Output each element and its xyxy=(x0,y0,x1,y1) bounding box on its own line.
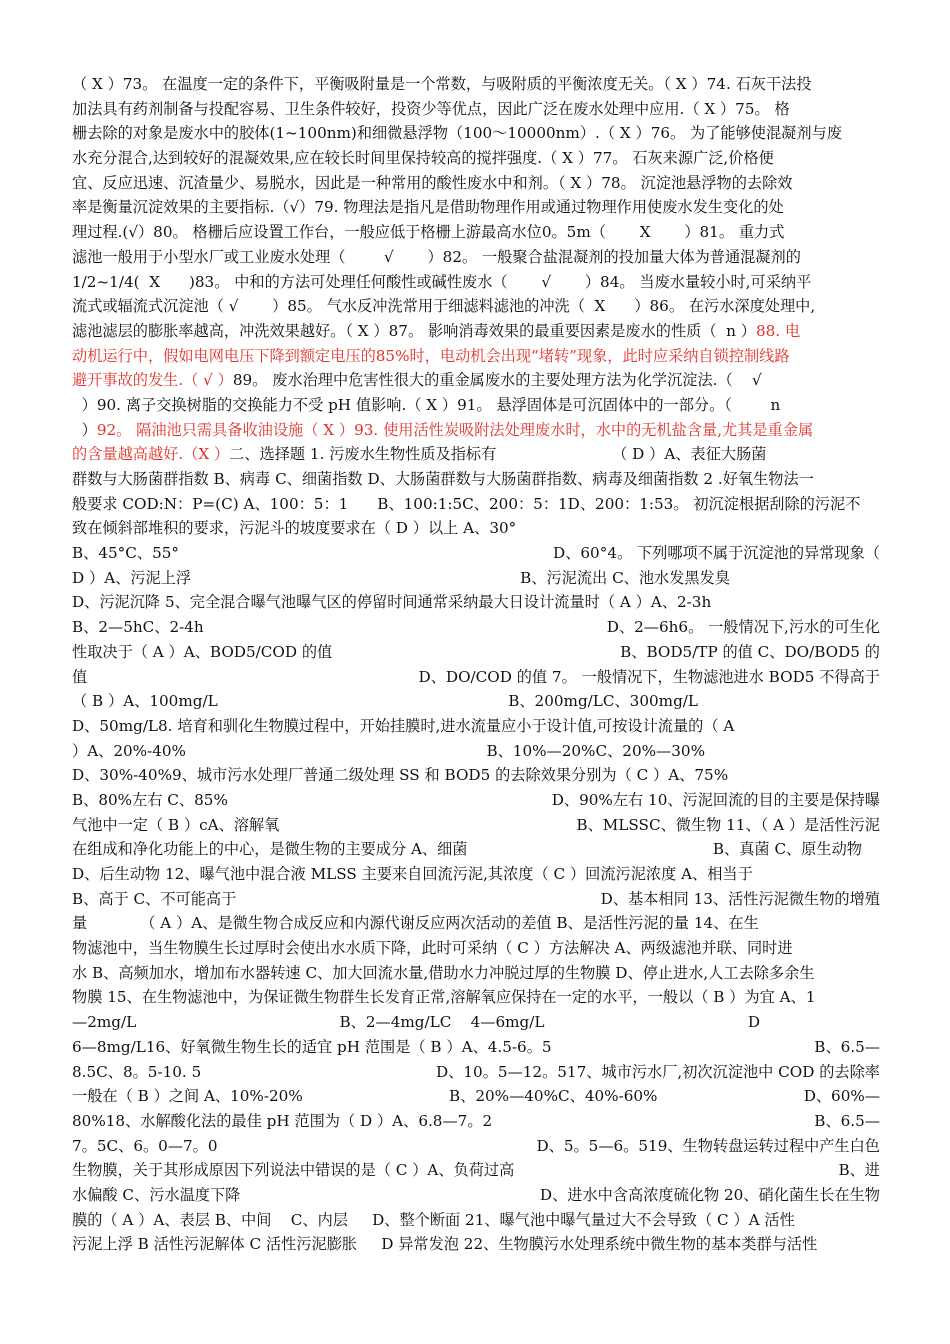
text-segment: 般要求 COD:N：P=(C) A、100：5：1 B、100:1:5C、200：5：1D、200：1:53。 初沉淀根据刮除的污泥不 xyxy=(72,494,861,513)
text-segment: D、10。5—12。517、城市污水厂,初次沉淀池中 COD 的去除率 xyxy=(436,1062,880,1081)
text-segment: （ X ）73。 在温度一定的条件下，平衡吸附量是一个常数，与吸附质的平衡浓度无关。（ X ）74. 石灰干法投 xyxy=(72,75,812,93)
text-segment: D、污泥沉降 5、完全混合曝气池曝气区的停留时间通常采纳最大日设计流量时（ A ）A、2-3h xyxy=(72,593,712,612)
text-segment: 水充分混合,达到较好的混凝效果,应在较长时间里保持较高的搅拌强度.（ X ）77。 石灰来源广泛,价格便 xyxy=(72,149,774,168)
text-segment: 生物膜，关于其形成原因下列说法中错误的是（ C ）A、负荷过高 xyxy=(72,1161,515,1180)
text-segment: 水 B、高频加水，增加布水器转速 C、加大回流水量,借助水力冲脱过厚的生物膜 D、停止进水,人工去除多余生 xyxy=(72,963,815,982)
text-line xyxy=(72,146,880,171)
text-segment: D ）A、污泥上浮 xyxy=(72,568,192,587)
text-line xyxy=(72,270,880,295)
text-segment: 滤池滤层的膨胀率越高，冲洗效果越好。（ X ）87。 影响消毒效果的最重要因素是废水的性质（ n ） xyxy=(72,321,756,340)
text-line xyxy=(72,640,880,665)
text-segment: B、2—4mg/LC 4—6mg/L xyxy=(339,1013,545,1032)
text-segment: D、5。5—6。519、生物转盘运转过程中产生白色 xyxy=(536,1136,880,1155)
text-segment: B、80%左右 C、85% xyxy=(72,790,228,809)
text-line xyxy=(72,220,880,245)
text-segment: 8.5C、8。5-10. 5 xyxy=(72,1062,202,1081)
text-line xyxy=(72,72,880,97)
text-segment: D、50mg/L8. 培育和驯化生物膜过程中，开始挂膜时,进水流量应小于设计值,可按设计流量的（ A xyxy=(72,716,735,735)
text-line xyxy=(72,566,880,591)
text-segment: D、60%— xyxy=(803,1087,880,1106)
text-segment: B、进 xyxy=(838,1161,880,1180)
text-segment: B、BOD5/TP 的值 C、DO/BOD5 的 xyxy=(620,642,880,661)
text-line xyxy=(72,1183,880,1208)
text-segment: 污泥上浮 B 活性污泥解体 C 活性污泥膨胀 D 异常发泡 22、生物膜污水处理系统中微生物的基本类群与活性 xyxy=(72,1235,818,1254)
text-line xyxy=(72,418,880,443)
text-line xyxy=(72,1208,880,1233)
text-line xyxy=(72,1010,880,1035)
highlighted-text: 92。 隔油池只需具备收油设施（ X ）93. 使用活性炭吸附法处理废水时，水中的无机盐含量,尤其是重金属 xyxy=(96,420,814,439)
text-segment: D、后生动物 12、曝气池中混合液 MLSS 主要来自回流污泥,其浓度（ C ）回流污泥浓度 A、相当于 xyxy=(72,865,753,883)
text-segment: 7。5C、6。0—7。0 xyxy=(72,1136,218,1155)
text-line xyxy=(72,195,880,220)
text-line xyxy=(72,516,880,541)
text-segment: 在组成和净化功能上的中心，是微生物的主要成分 A、细菌 xyxy=(72,840,468,859)
text-segment: 物滤池中，当生物膜生长过厚时会使出水水质下降，此时可采纳（ C ）方法解决 A、两级滤池并联、同时进 xyxy=(72,939,793,958)
text-segment: 80%18、水解酸化法的最佳 pH 范围为（ D ）A、6.8—7。2 xyxy=(72,1111,493,1130)
text-segment: 流式或辐流式沉淀池（ √ ）85。 气水反冲洗常用于细滤料滤池的冲洗（ X ）86。 在污水深度处理中, xyxy=(72,297,816,316)
text-segment: B、45°C、55° xyxy=(72,544,179,563)
text-segment: 气池中一定（ B ）cA、溶解氧 xyxy=(72,815,280,834)
text-segment: B、2—5hC、2-4h xyxy=(72,618,204,637)
text-segment: D xyxy=(747,1013,760,1032)
text-line xyxy=(72,590,880,615)
text-segment: B、MLSSC、微生物 11、（ A ）是活性污泥 xyxy=(576,815,880,834)
text-line xyxy=(72,171,880,196)
highlighted-text: 动机运行中，假如电网电压下降到额定电压的85%时，电动机会出现“堵转”现象，此时应采纳自锁控制线路 xyxy=(72,346,790,365)
text-line xyxy=(72,97,880,122)
text-segment: ） xyxy=(72,420,97,439)
text-line xyxy=(72,344,880,369)
text-segment: 栅去除的对象是废水中的胶体(1~100nm)和细微悬浮物（100～10000nm）.（ X ）76。 为了能够使混凝剂与废 xyxy=(72,124,842,143)
text-line xyxy=(72,541,880,566)
text-line xyxy=(72,714,880,739)
text-segment: 加法具有药剂制备与投配容易、卫生条件较好，投资少等优点，因此广泛在废水处理中应用.（ X ）75。 格 xyxy=(72,99,790,118)
text-line xyxy=(72,813,880,838)
text-segment: 一般在（ B ）之间 A、10%-20% xyxy=(72,1087,303,1106)
text-line xyxy=(72,368,880,393)
text-line xyxy=(72,985,880,1010)
text-line xyxy=(72,837,880,862)
text-line xyxy=(72,442,880,467)
text-line xyxy=(72,665,880,690)
text-segment: 二、选择题 1. 污废水生物性质及指标有 （ D ）A、表征大肠菌 xyxy=(229,445,767,464)
text-segment: D、60°4。 下列哪项不属于沉淀池的异常现象（ xyxy=(553,544,880,563)
text-line xyxy=(72,467,880,492)
text-line xyxy=(72,936,880,961)
text-segment: 水偏酸 C、污水温度下降 xyxy=(72,1185,241,1204)
text-segment: 理过程.(√）80。 格栅后应设置工作台，一般应低于格栅上游最高水位0。5m（ X ）81。 重力式 xyxy=(72,223,785,242)
text-segment: —2mg/L xyxy=(72,1013,137,1032)
text-segment: ）A、20%-40% xyxy=(72,741,186,760)
text-segment: 宜、反应迅速、沉渣量少、易脱水，因此是一种常用的酸性废水中和剂。（ X ）78。 沉淀池悬浮物的去除效 xyxy=(72,173,793,192)
text-segment: D、2—6h6。 一般情况下,污水的可生化 xyxy=(606,618,880,637)
text-line xyxy=(72,1134,880,1159)
text-segment: B、高于 C、不可能高于 xyxy=(72,889,237,908)
text-segment: B、6.5— xyxy=(814,1037,880,1056)
text-line xyxy=(72,1109,880,1134)
text-segment: D、基本相同 13、活性污泥微生物的增殖 xyxy=(600,889,880,908)
text-segment: B、20%—40%C、40%-60% xyxy=(448,1087,658,1106)
text-segment: 6—8mg/L16、好氧微生物生长的适宜 pH 范围是（ B ）A、4.5-6。5 xyxy=(72,1037,552,1056)
text-line xyxy=(72,1060,880,1085)
text-segment: 89。 废水治理中危害性很大的重金属废水的主要处理方法为化学沉淀法.（ √ xyxy=(232,371,762,390)
text-line xyxy=(72,689,880,714)
text-line xyxy=(72,1084,880,1109)
text-segment: （ B ）A、100mg/L xyxy=(72,692,218,711)
text-line xyxy=(72,615,880,640)
text-segment: D、DO/COD 的值 7。 一般情况下，生物滤池进水 BOD5 不得高于 xyxy=(418,667,880,686)
text-line xyxy=(72,1232,880,1257)
text-segment: D、30%-40%9、城市污水处理厂普通二级处理 SS 和 BOD5 的去除效果分别为（ C ）A、75% xyxy=(72,766,729,785)
text-line xyxy=(72,862,880,887)
text-line xyxy=(72,961,880,986)
highlighted-text: 避开事故的发生.（ √ ） xyxy=(72,371,233,390)
text-segment: B、10%—20%C、20%—30% xyxy=(486,741,705,760)
text-segment: 群数与大肠菌群指数 B、病毒 C、细菌指数 D、大肠菌群数与大肠菌群指数、病毒及细菌指数 2 .好氧生物法一 xyxy=(72,470,814,488)
text-line xyxy=(72,911,880,936)
text-segment: B、200mg/LC、300mg/L xyxy=(508,692,698,711)
text-segment: 率是衡量沉淀效果的主要指标.（√）79. 物理法是指凡是借助物理作用或通过物理作用使废水发生变化的处 xyxy=(72,198,784,217)
text-line xyxy=(72,763,880,788)
highlighted-text: 的含量越高越好.（X ） xyxy=(72,445,230,464)
text-line xyxy=(72,393,880,418)
text-segment: B、真菌 C、原生动物 xyxy=(712,840,862,859)
text-line xyxy=(72,245,880,270)
text-line xyxy=(72,294,880,319)
text-segment: 值 xyxy=(72,667,88,686)
text-line xyxy=(72,121,880,146)
text-segment: B、污泥流出 C、池水发黑发臭 xyxy=(520,568,730,587)
text-segment: B、6.5— xyxy=(814,1111,880,1130)
text-segment: 量 （ A ）A、是微生物合成反应和内源代谢反应两次活动的差值 B、是活性污泥的量 14、在生 xyxy=(72,914,759,933)
text-line xyxy=(72,1158,880,1183)
document-page xyxy=(72,72,880,1257)
text-segment: 致在倾斜部堆积的要求，污泥斗的坡度要求在（ D ）以上 A、30° xyxy=(72,519,517,538)
text-segment: 性取决于（ A ）A、BOD5/COD 的值 xyxy=(72,642,333,661)
text-segment: D、90%左右 10、污泥回流的目的主要是保持曝 xyxy=(551,790,880,809)
highlighted-text: 88. 电 xyxy=(755,321,801,340)
text-segment: 滤池一般用于小型水厂或工业废水处理（ √ ）82。 一般聚合盐混凝剂的投加量大体为普通混凝剂的 xyxy=(72,247,801,266)
text-segment: 膜的（ A ）A、表层 B、中间 C、内层 D、整个断面 21、曝气池中曝气量过大不会导致（ C ）A 活性 xyxy=(72,1210,795,1229)
text-segment: 1/2~1/4( X )83。 中和的方法可处理任何酸性或碱性废水（ √ ）84。 当废水量较小时,可采纳平 xyxy=(72,272,812,291)
text-segment: D、进水中含高浓度硫化物 20、硝化菌生长在生物 xyxy=(539,1185,880,1204)
text-line xyxy=(72,492,880,517)
text-line xyxy=(72,1035,880,1060)
text-line xyxy=(72,788,880,813)
text-line xyxy=(72,319,880,344)
text-segment: ）90. 离子交换树脂的交换能力不受 pH 值影响.（ X ）91。 悬浮固体是可沉固体中的一部分。（ n xyxy=(72,395,781,414)
text-segment: 物膜 15、在生物滤池中，为保证微生物群生长发育正常,溶解氧应保持在一定的水平，一般以（ B ）为宜 A、1 xyxy=(72,988,816,1007)
text-line xyxy=(72,739,880,764)
text-line xyxy=(72,887,880,912)
